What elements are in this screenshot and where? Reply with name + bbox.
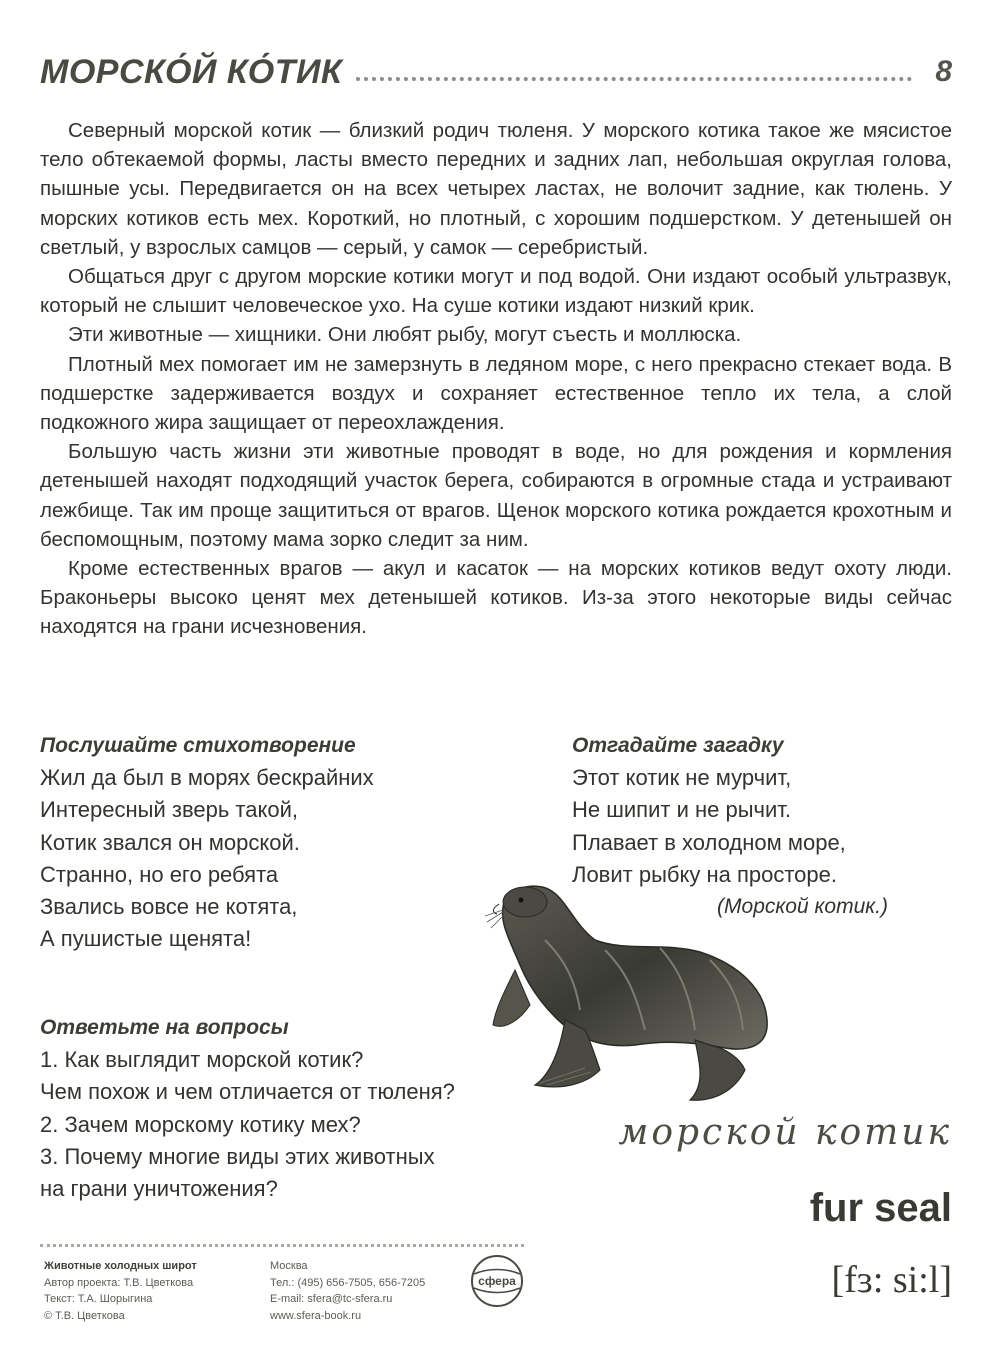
poem-section (40, 730, 500, 956)
riddle-verse (572, 762, 952, 891)
poem-line: Котик звался он морской. (40, 829, 300, 855)
website: www.sfera-book.ru (270, 1309, 362, 1322)
script-caption: морской котик (618, 1112, 952, 1153)
paragraph: Эти животные — хищники. Они любят рыбу, могут съесть и моллюска. (68, 323, 742, 347)
dotted-leader (340, 77, 912, 81)
riddle-line: Плавает в холодном море, (572, 829, 846, 855)
questions-heading: Ответьте на вопросы (40, 1016, 289, 1039)
city: Москва (270, 1260, 308, 1272)
english-word: fur seal (809, 1186, 952, 1230)
page-number: 8 (927, 52, 952, 92)
footer-divider (40, 1244, 524, 1247)
question-line: на грани уничтожения? (40, 1176, 278, 1202)
copyright: © Т.В. Цветкова (44, 1309, 125, 1322)
paragraph: Большую часть жизни эти животные проводят в воде, но для рождения и кормления детенышей находят подходящий участок берега, собираются в огромные стада и устраивают лежбище. Так им проще защититься от врагов. Щенок морского котика рождается крохотным и беспомощным, поэтому мама зорко следит за ним. (40, 440, 952, 551)
article-body (40, 116, 952, 642)
transcription: [fɜ: si:l] (831, 1259, 952, 1301)
question-line: Чем похож и чем отличается от тюленя? (40, 1079, 455, 1105)
question-line: 3. Почему многие виды этих животных (40, 1143, 435, 1169)
poem-verse (40, 762, 500, 956)
question-line: 2. Зачем морскому котику мех? (40, 1111, 361, 1137)
riddle-line: Этот котик не мурчит, (572, 765, 792, 790)
poem-line: Интересный зверь такой, (40, 797, 299, 823)
question-line: 1. Как выглядит морской котик? (40, 1047, 364, 1072)
footer-contacts (270, 1258, 425, 1324)
poem-line: А пушистые щенята! (40, 926, 252, 952)
poem-line: Звались вовсе не котята, (40, 894, 298, 920)
riddle-answer: (Морской котик.) (717, 895, 888, 919)
paragraph: Северный морской котик — близкий родич тюленя. У морского котика такое же мясистое тело обтекаемой формы, ласты вместо передних и задних лап, небольшая округлая голова, пышные усы. Передвигается он на всех четырех ластах, не волочит задние, как тюлень. У морских котиков есть мех. Короткий, но плотный, с хорошим подшерстком. У детенышей он светлый, у взрослых самцов — серый, у самок — серебристый. (40, 119, 952, 259)
questions-section (40, 1012, 560, 1205)
paragraph: Плотный мех помогает им не замерзнуть в ледяном море, с него прекрасно стекает вода. В подшерстке задерживается воздух и сохраняет естественное тепло их тела, а слой подкожного жира защищает от переохлаждения. (40, 352, 952, 435)
page-title: МОРСКО́Й КО́ТИК (40, 52, 352, 92)
riddle-heading: Отгадайте загадку (572, 734, 784, 757)
page-header (40, 52, 952, 92)
questions-list (40, 1044, 560, 1205)
poem-heading: Послушайте стихотворение (40, 734, 356, 757)
email: E-mail: sfera@tc-sfera.ru (270, 1293, 393, 1305)
phone: Тел.: (495) 656-7505, 656-7205 (270, 1276, 426, 1289)
series-title: Животные холодных широт (44, 1260, 197, 1272)
footer-credits (44, 1258, 197, 1324)
author-credit: Автор проекта: Т.В. Цветкова (44, 1276, 194, 1289)
text-credit: Текст: Т.А. Шорыгина (44, 1293, 153, 1305)
riddle-line: Ловит рыбку на просторе. (572, 861, 837, 887)
poem-line: Жил да был в морях бескрайних (40, 765, 374, 790)
paragraph: Кроме естественных врагов — акул и касаток — на морских котиков ведут охоту люди. Браконьеры высоко ценят мех детенышей котиков. Из-за этого некоторые виды сейчас находятся на грани исчезновения. (40, 557, 952, 639)
logo-text: сфера (478, 1274, 516, 1288)
publisher-logo (470, 1254, 524, 1308)
poem-line: Странно, но его ребята (40, 861, 279, 887)
paragraph: Общаться друг с другом морские котики могут и под водой. Они издают особый ультразвук, который не слышит человеческое ухо. На суше котики издают низкий крик. (40, 265, 952, 318)
riddle-line: Не шипит и не рычит. (572, 797, 792, 823)
